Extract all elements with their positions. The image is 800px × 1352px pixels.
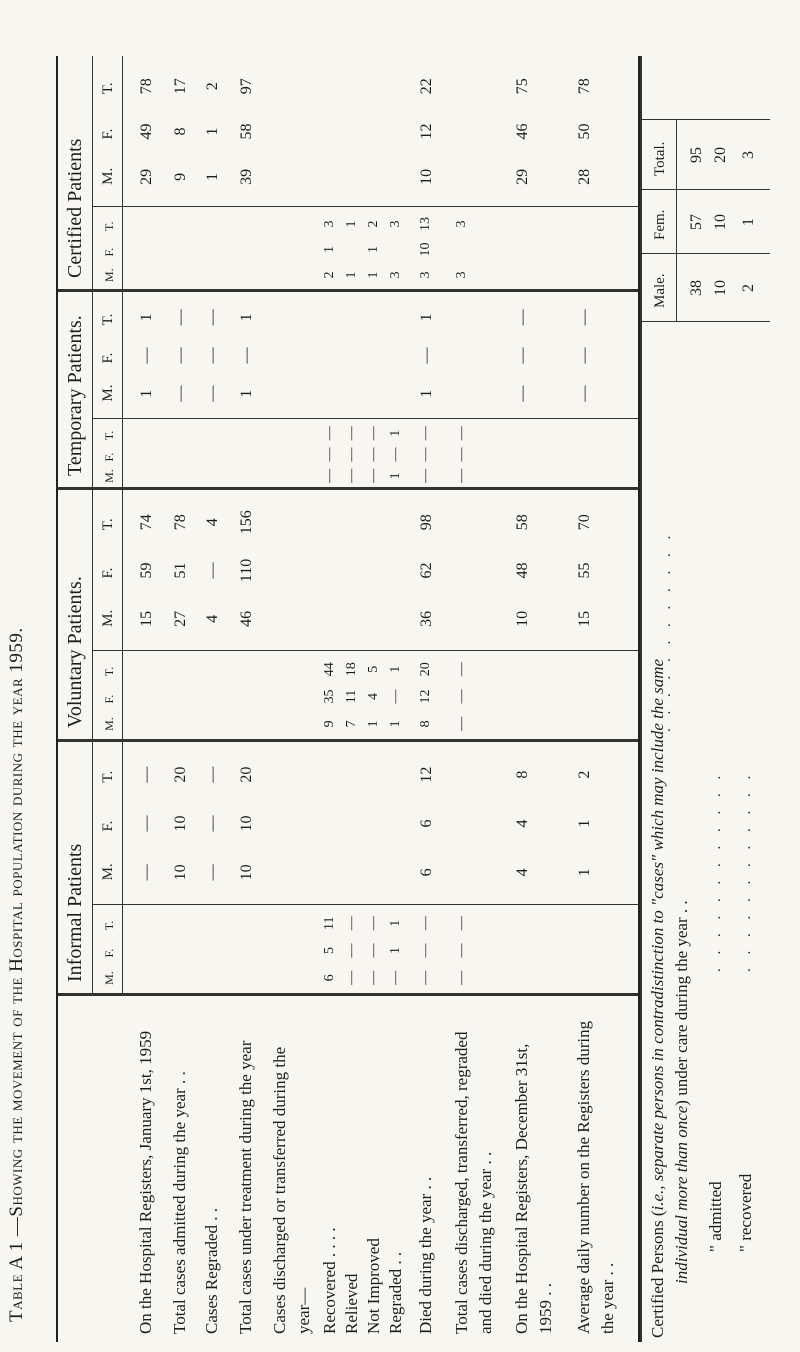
table-subcell: — bbox=[388, 447, 403, 462]
footnote-divider bbox=[640, 321, 770, 322]
row-label: the year . . bbox=[598, 1262, 617, 1334]
table-cell: — bbox=[204, 347, 221, 364]
table-subcell: 11 bbox=[322, 916, 337, 930]
table-subcell: — bbox=[366, 426, 381, 441]
table-subcell: — bbox=[344, 468, 359, 483]
table-cell: 4 bbox=[204, 614, 221, 623]
table-cell: 12 bbox=[418, 123, 435, 140]
footnote-cell: 3 bbox=[740, 151, 757, 159]
column-header-m: M. bbox=[100, 384, 116, 402]
row-label: 1959 . . bbox=[536, 1283, 555, 1334]
table-cell: 15 bbox=[576, 610, 593, 627]
table-subcell: 6 bbox=[322, 974, 337, 982]
table-subcell: — bbox=[344, 970, 359, 985]
footnote-cell: 2 bbox=[740, 284, 757, 292]
table-cell: 28 bbox=[576, 168, 593, 185]
subheader-rule bbox=[122, 56, 123, 996]
subcolumn-header: M. bbox=[102, 971, 116, 985]
subcolumn-header: M. bbox=[102, 469, 116, 483]
table-cell: — bbox=[204, 766, 221, 783]
table-subcell: — bbox=[454, 662, 469, 677]
label-column-divider bbox=[58, 993, 638, 996]
table-cell: — bbox=[576, 385, 593, 402]
table-subcell: 1 bbox=[388, 429, 403, 437]
table-cell: 75 bbox=[514, 78, 531, 95]
table-cell: 1 bbox=[576, 819, 593, 828]
header-rule bbox=[92, 56, 93, 996]
table-cell: 1 bbox=[204, 127, 221, 136]
table-cell: 2 bbox=[576, 770, 593, 779]
subcolumn-header: M. bbox=[102, 268, 116, 282]
footnote-cell: 1 bbox=[740, 218, 757, 226]
table-subcell: — bbox=[454, 970, 469, 985]
row-label: On the Hospital Registers, January 1st, 1959 bbox=[136, 1030, 155, 1334]
table-subcell: 20 bbox=[418, 662, 433, 677]
table-cell: 4 bbox=[514, 868, 531, 877]
table-subcell: — bbox=[454, 447, 469, 462]
column-header-t: T. bbox=[100, 770, 116, 783]
table-cell: 10 bbox=[172, 864, 189, 881]
table-cell: 110 bbox=[238, 558, 255, 583]
subcolumn-divider bbox=[92, 904, 638, 905]
table-cell: — bbox=[204, 815, 221, 832]
table-cell: 1 bbox=[138, 389, 155, 398]
subcolumn-header: F. bbox=[102, 452, 116, 462]
table-caption: Table A 1 —Showing the movement of the Hospital population during the year 1959. bbox=[6, 627, 27, 1322]
table-cell: — bbox=[514, 309, 531, 326]
table-subcell: 9 bbox=[322, 720, 337, 728]
table-cell: 156 bbox=[238, 510, 255, 535]
row-label: and died during the year . . bbox=[476, 1151, 495, 1334]
table-subcell: 1 bbox=[388, 472, 403, 480]
table-cell: 9 bbox=[172, 172, 189, 181]
column-header-t: T. bbox=[100, 82, 116, 95]
table-subcell: — bbox=[418, 943, 433, 958]
column-header-m: M. bbox=[100, 609, 116, 627]
table-subcell: — bbox=[344, 426, 359, 441]
table-subcell: — bbox=[366, 970, 381, 985]
table-subcell: — bbox=[454, 943, 469, 958]
footnote-line-2: individual more than once) under care during the year . . bbox=[672, 900, 691, 1284]
footnote-cell: 95 bbox=[688, 147, 705, 163]
table-cell: 1 bbox=[138, 313, 155, 322]
table-cell: 36 bbox=[418, 610, 435, 627]
row-label: Average daily number on the Registers during bbox=[574, 1020, 593, 1334]
row-label: Total cases admitted during the year . . bbox=[170, 1071, 189, 1334]
footnote-recovered: " recovered bbox=[736, 1173, 755, 1252]
table-cell: 2 bbox=[204, 82, 221, 91]
table-subcell: 1 bbox=[344, 271, 359, 279]
table-cell: 78 bbox=[138, 78, 155, 95]
table-cell: 17 bbox=[172, 78, 189, 95]
column-header-t: T. bbox=[100, 313, 116, 326]
table-subcell: 1 bbox=[322, 246, 337, 253]
table-cell: — bbox=[238, 347, 255, 364]
table-cell: 1 bbox=[576, 868, 593, 877]
row-label: On the Hospital Registers, December 31st, bbox=[512, 1043, 531, 1334]
section-title-informal: Informal Patients bbox=[64, 843, 86, 982]
table-cell: 1 bbox=[238, 313, 255, 322]
column-header-t: T. bbox=[100, 518, 116, 531]
table-cell: 74 bbox=[138, 514, 155, 531]
table-cell: — bbox=[204, 385, 221, 402]
table-cell: 20 bbox=[238, 766, 255, 783]
table-cell: 29 bbox=[514, 168, 531, 185]
table-cell: — bbox=[172, 309, 189, 326]
table-subcell: — bbox=[418, 970, 433, 985]
table-subcell: 18 bbox=[344, 662, 359, 677]
table-cell: 10 bbox=[238, 864, 255, 881]
row-label: Not Improved bbox=[364, 1238, 383, 1334]
row-label: Total cases discharged, transferred, regraded bbox=[452, 1031, 471, 1334]
table-cell: 15 bbox=[138, 610, 155, 627]
table-subcell: — bbox=[366, 468, 381, 483]
table-cell: 6 bbox=[418, 819, 435, 828]
footnote-cell: 10 bbox=[712, 280, 729, 296]
table-cell: 1 bbox=[418, 389, 435, 398]
table-cell: 1 bbox=[204, 172, 221, 181]
row-label: Died during the year . . bbox=[416, 1176, 435, 1334]
table-subcell: 12 bbox=[418, 689, 433, 704]
table-cell: 4 bbox=[514, 819, 531, 828]
table-subcell: — bbox=[366, 916, 381, 931]
subcolumn-header: F. bbox=[102, 694, 116, 704]
row-label: year— bbox=[294, 1287, 313, 1334]
column-header-m: M. bbox=[100, 167, 116, 185]
table-subcell: 5 bbox=[322, 947, 337, 954]
table-cell: 78 bbox=[172, 514, 189, 531]
table-cell: 1 bbox=[418, 313, 435, 322]
footnote-dots-recovered: . . . . . . . . . . . . bbox=[738, 770, 754, 972]
table-cell: — bbox=[138, 347, 155, 364]
table-subcell: 1 bbox=[366, 246, 381, 253]
footnote-divider bbox=[640, 189, 770, 190]
table-subcell: — bbox=[322, 447, 337, 462]
table-cell: — bbox=[204, 309, 221, 326]
subcolumn-header: F. bbox=[102, 948, 116, 958]
table-subcell: 1 bbox=[388, 947, 403, 954]
table-subcell: — bbox=[418, 447, 433, 462]
row-label: Recovered . . . . bbox=[320, 1227, 339, 1334]
footnote-header-total: Total. bbox=[652, 141, 668, 176]
table-subcell: — bbox=[322, 468, 337, 483]
table-cell: 49 bbox=[138, 123, 155, 140]
subcolumn-header: F. bbox=[102, 247, 116, 257]
table-subcell: 1 bbox=[388, 919, 403, 927]
table-cell: — bbox=[172, 385, 189, 402]
table-subcell: 1 bbox=[366, 720, 381, 728]
table-subcell: — bbox=[454, 426, 469, 441]
table-subcell: 1 bbox=[366, 271, 381, 279]
table-subcell: — bbox=[418, 468, 433, 483]
table-cell: 1 bbox=[238, 389, 255, 398]
section-title-certified: Certified Patients bbox=[64, 138, 86, 278]
table-subcell: 8 bbox=[418, 720, 433, 728]
table-subcell: 3 bbox=[454, 271, 469, 279]
table-subcell: 7 bbox=[344, 720, 359, 728]
table-subcell: 1 bbox=[388, 665, 403, 673]
column-header-f: F. bbox=[100, 820, 116, 832]
section-title-voluntary: Voluntary Patients. bbox=[64, 576, 86, 728]
subcolumn-header: T. bbox=[102, 221, 116, 231]
table-cell: 10 bbox=[238, 815, 255, 832]
table-cell: 98 bbox=[418, 514, 435, 531]
table-cell: 8 bbox=[172, 127, 189, 136]
row-label: Relieved bbox=[342, 1273, 361, 1334]
footnote-cell: 38 bbox=[688, 280, 705, 296]
table-subcell: — bbox=[388, 970, 403, 985]
table-cell: — bbox=[514, 385, 531, 402]
table-subcell: — bbox=[344, 447, 359, 462]
table-subcell: — bbox=[454, 716, 469, 731]
table-subcell: — bbox=[366, 943, 381, 958]
table-subcell: — bbox=[418, 916, 433, 931]
table-cell: 8 bbox=[514, 770, 531, 779]
footnote-cell: 10 bbox=[712, 214, 729, 230]
table-cell: 51 bbox=[172, 562, 189, 579]
footnote-cell: 20 bbox=[712, 147, 729, 163]
row-label: Cases Regraded . . bbox=[202, 1207, 221, 1334]
table-cell: 50 bbox=[576, 123, 593, 140]
table-cell: 48 bbox=[514, 562, 531, 579]
table-cell: — bbox=[418, 347, 435, 364]
table-cell: — bbox=[204, 562, 221, 579]
table-subcell: 3 bbox=[454, 220, 469, 228]
footnote-cell: 57 bbox=[688, 214, 705, 230]
table-subcell: — bbox=[366, 447, 381, 462]
table-cell: — bbox=[204, 864, 221, 881]
row-label: Total cases under treatment during the year bbox=[236, 1040, 255, 1334]
footnote-dots-caredfor: . . . . . . . . . . . . bbox=[658, 530, 674, 732]
table-subcell: — bbox=[322, 426, 337, 441]
table-subcell: 11 bbox=[344, 689, 359, 704]
table-subcell: 35 bbox=[322, 689, 337, 704]
table-subcell: 3 bbox=[388, 220, 403, 228]
column-header-f: F. bbox=[100, 567, 116, 579]
table-cell: 12 bbox=[418, 766, 435, 783]
table-cell: 22 bbox=[418, 78, 435, 95]
table-subcell: 2 bbox=[366, 220, 381, 228]
row-label: Regraded . . bbox=[386, 1251, 405, 1334]
table-cell: 55 bbox=[576, 562, 593, 579]
table-subcell: 3 bbox=[388, 271, 403, 279]
subcolumn-header: M. bbox=[102, 717, 116, 731]
table-cell: 62 bbox=[418, 562, 435, 579]
table-cell: 10 bbox=[514, 610, 531, 627]
table-subcell: 2 bbox=[322, 271, 337, 279]
table-cell: 29 bbox=[138, 168, 155, 185]
table-cell: — bbox=[576, 309, 593, 326]
footnote-divider bbox=[640, 119, 770, 120]
table-cell: — bbox=[138, 815, 155, 832]
table-subcell: — bbox=[454, 916, 469, 931]
footnote-dots-admitted: . . . . . . . . . . . . bbox=[708, 770, 724, 972]
table-subcell: 10 bbox=[418, 242, 433, 257]
table-cell: 20 bbox=[172, 766, 189, 783]
table-subcell: 13 bbox=[418, 217, 433, 231]
table-cell: — bbox=[138, 766, 155, 783]
table-subcell: — bbox=[454, 689, 469, 704]
footnote-header-male: Male. bbox=[652, 273, 668, 308]
table-cell: 46 bbox=[238, 610, 255, 627]
table-cell: 58 bbox=[238, 123, 255, 140]
table-subcell: 3 bbox=[418, 271, 433, 279]
section-title-temporary: Temporary Patients. bbox=[64, 315, 86, 476]
table-cell: 58 bbox=[514, 514, 531, 531]
table-cell: — bbox=[172, 347, 189, 364]
table-cell: 97 bbox=[238, 78, 255, 95]
footnote-rule bbox=[640, 56, 642, 1342]
table-cell: 78 bbox=[576, 78, 593, 95]
table-cell: 6 bbox=[418, 868, 435, 877]
subcolumn-header: T. bbox=[102, 430, 116, 441]
table-cell: — bbox=[514, 347, 531, 364]
footnote-header-rule bbox=[676, 120, 677, 322]
table-cell: 10 bbox=[418, 168, 435, 185]
column-header-f: F. bbox=[100, 128, 116, 140]
subcolumn-divider bbox=[92, 650, 638, 651]
table-subcell: — bbox=[388, 689, 403, 704]
table-cell: — bbox=[138, 864, 155, 881]
table-subcell: 3 bbox=[322, 220, 337, 228]
footnote-line-1: Certified Persons (i.e., separate persons in contradistinction to "cases" which may include the same bbox=[648, 658, 667, 1338]
table-cell: 39 bbox=[238, 168, 255, 185]
table-cell: 46 bbox=[514, 123, 531, 140]
table-subcell: 44 bbox=[322, 662, 337, 677]
section-divider-voluntary bbox=[58, 739, 638, 742]
table-subcell: — bbox=[418, 426, 433, 441]
subcolumn-divider bbox=[92, 418, 638, 419]
table-subcell: 5 bbox=[366, 665, 381, 673]
table-subcell: — bbox=[344, 916, 359, 931]
table-subcell: — bbox=[344, 943, 359, 958]
column-header-f: F. bbox=[100, 352, 116, 364]
table-cell: — bbox=[576, 347, 593, 364]
table-subcell: — bbox=[454, 468, 469, 483]
table-subcell: 4 bbox=[366, 693, 381, 700]
table-cell: 4 bbox=[204, 518, 221, 527]
subcolumn-divider bbox=[92, 206, 638, 207]
subcolumn-header: T. bbox=[102, 666, 116, 677]
footnote-admitted: " admitted bbox=[706, 1181, 725, 1252]
movement-table bbox=[56, 56, 640, 1342]
table-cell: 10 bbox=[172, 815, 189, 832]
table-subcell: 1 bbox=[344, 220, 359, 228]
footnote-header-fem: Fem. bbox=[652, 209, 668, 240]
subcolumn-header: T. bbox=[102, 920, 116, 931]
table-cell: 59 bbox=[138, 562, 155, 579]
table-cell: 70 bbox=[576, 514, 593, 531]
footnote-divider bbox=[640, 253, 770, 254]
table-subcell: 1 bbox=[388, 720, 403, 728]
row-label: Cases discharged or transferred during the bbox=[270, 1046, 289, 1334]
column-header-m: M. bbox=[100, 863, 116, 881]
table-cell: 27 bbox=[172, 610, 189, 627]
